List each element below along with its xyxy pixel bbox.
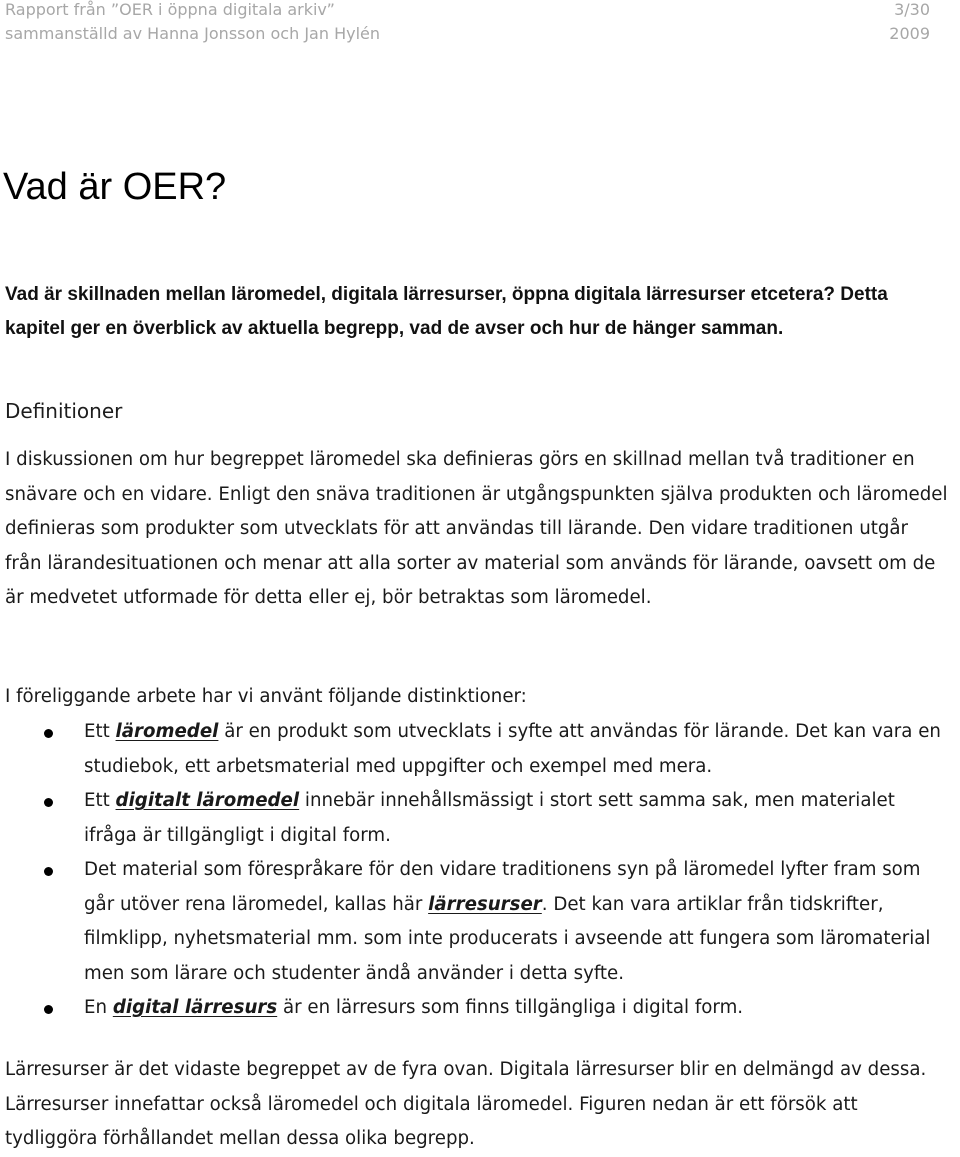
term-digitalt-laromedel: digitalt läromedel — [115, 790, 300, 811]
term-laromedel: läromedel — [115, 721, 219, 742]
list-item — [0, 784, 950, 853]
bullet-icon — [44, 798, 53, 807]
header-year: 2009 — [889, 24, 930, 43]
summary-paragraph: Lärresurser är det vidaste begreppet av de fyra ovan. Digitala lärresurser blir en delmängd av dessa. Lärresurser innefattar också läromedel och digitala läromedel. Figuren nedan är ett försök att tydliggöra förhållandet mellan dessa olika begrepp. — [5, 1059, 927, 1149]
list-item — [0, 991, 950, 1026]
page-header — [5, 0, 930, 46]
term-digital-larresurs: digital lärresurs — [112, 997, 278, 1018]
bullet-icon — [44, 1005, 53, 1014]
header-row-1 — [5, 0, 930, 22]
list-item-pre: Ett — [84, 721, 116, 742]
definition-paragraph: I diskussionen om hur begreppet läromedel ska definieras görs en skillnad mellan två traditioner en snävare och en vidare. Enligt den snäva traditionen är utgångspunkten själva produkten och läromedel definieras som produkter som utvecklats för att användas till lärande. Den vidare traditionen utgår från lärandesituationen och menar att alla sorter av material som används för lärande, oavsett om de är medvetet utformade för detta eller ej, bör betraktas som läromedel. — [5, 449, 948, 608]
term-larresurser: lärresurser — [428, 893, 542, 915]
intro-paragraph: Vad är skillnaden mellan läromedel, digitala lärresurser, öppna digitala lärresurser etcetera? Detta kapitel ger en överblick av aktuella begrepp, vad de avser och hur de hänger samman. — [5, 284, 888, 339]
header-row-2 — [5, 22, 930, 46]
distinctions-intro: I föreliggande arbete har vi använt följande distinktioner: — [5, 686, 527, 707]
list-item-pre: En — [84, 997, 113, 1018]
distinctions-list — [0, 715, 950, 1026]
bullet-icon — [44, 867, 53, 876]
list-item — [0, 715, 950, 784]
list-item-post: är en produkt som utvecklats i syfte att användas för lärande. Det kan vara en studiebok, ett arbetsmaterial med uppgifter och exempel med mera. — [84, 721, 941, 777]
bullet-icon — [44, 729, 53, 738]
header-authors: sammanställd av Hanna Jonsson och Jan Hylén — [5, 24, 380, 43]
list-item-post: . Det kan vara artiklar från tidskrifter, filmklipp, nyhetsmaterial mm. som inte producerats i avseende att fungera som läromaterial men som lärare och studenter ändå använder i detta syfte. — [84, 893, 931, 984]
list-item-pre: Det material som förespråkare för den vidare traditionens syn på läromedel lyfter fram som går utöver rena läromedel, kallas här — [84, 859, 921, 915]
list-item-post: är en lärresurs som finns tillgängliga i digital form. — [277, 997, 744, 1018]
page-title: Vad är OER? — [3, 166, 227, 208]
list-item — [0, 853, 950, 991]
list-item-post: innebär innehållsmässigt i stort sett samma sak, men materialet ifråga är tillgängligt i digital form. — [84, 790, 895, 846]
section-heading: Definitioner — [5, 399, 123, 423]
header-page-number: 3/30 — [894, 0, 930, 19]
header-report-title: Rapport från ”OER i öppna digitala arkiv” — [5, 0, 335, 19]
list-item-pre: Ett — [84, 790, 116, 811]
